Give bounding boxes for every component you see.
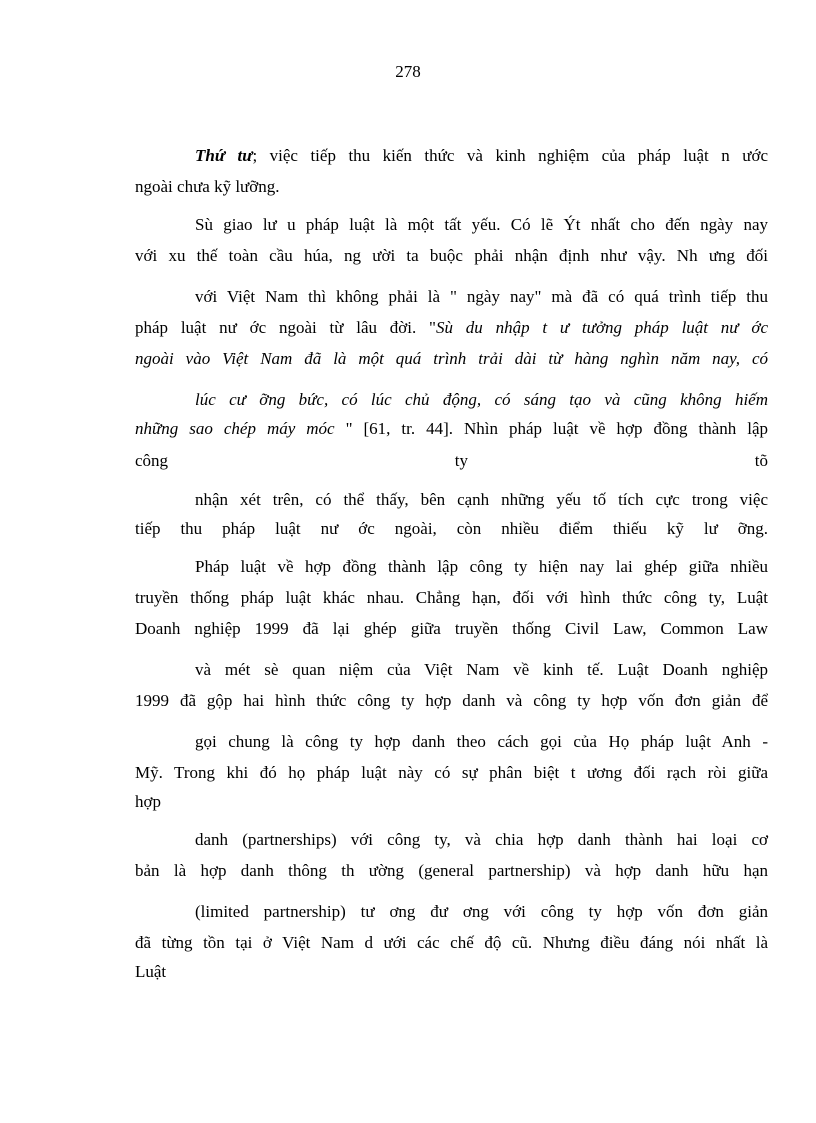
text-line-12: tiếp thu pháp luật nư ớc ngoài, còn nhiều điểm thiếu kỹ lư ỡng. <box>135 519 768 538</box>
text-line-17: 1999 đã gộp hai hình thức công ty hợp danh và công ty hợp vốn đơn giản để <box>135 691 768 710</box>
text-line-20: hợp <box>135 792 161 811</box>
text-line-19: Mỹ. Trong khi đó họ pháp luật này có sự phân biệt t ương đối rạch ròi giữa <box>135 763 768 782</box>
text-line-18: gọi chung là công ty hợp danh theo cách gọi của Họ pháp luật Anh - <box>195 732 768 751</box>
text-line-8: lúc cư ỡng bức, có lúc chủ động, có sáng tạo và cũng không hiếm <box>195 390 768 409</box>
citation: " [61, tr. 44]. Nhìn pháp luật về hợp đồng thành lập <box>334 419 768 438</box>
text-line-4: với xu thế toàn cầu húa, ng ười ta buộc phải nhận định như vậy. Nh ưng đối <box>135 246 768 265</box>
text-line-10: công ty tõ <box>135 451 768 470</box>
text-line-15: Doanh nghiệp 1999 đã lại ghép giữa truyền thống Civil Law, Common Law <box>135 619 768 638</box>
text-line-3: Sù giao lư u pháp luật là một tất yếu. Có lẽ Ýt nhất cho đến ngày nay <box>195 215 768 234</box>
text-line-21: danh (partnerships) với công ty, và chia hợp danh thành hai loại cơ <box>195 830 768 849</box>
text-line-7: ngoài vào Việt Nam đã là một quá trình trải dài từ hàng nghìn năm nay, có <box>135 349 768 368</box>
quote-text: Sù du nhập t ư tưởng pháp luật nư ớc <box>435 318 768 337</box>
text-line-2: ngoài chưa kỹ lưỡng. <box>135 177 280 196</box>
text-line-23: (limited partnership) tư ơng đư ơng với công ty hợp vốn đơn giản <box>195 902 768 921</box>
text-line-22: bản là hợp danh thông th ường (general partnership) và hợp danh hữu hạn <box>135 861 768 880</box>
page-number: 278 <box>395 62 421 81</box>
text-line-6: pháp luật nư ớc ngoài từ lâu đời. "Sù du nhập t ư tưởng pháp luật nư ớc <box>135 318 768 337</box>
text-line-24: đã từng tồn tại ở Việt Nam d ưới các chế độ cũ. Nhưng điều đáng nói nhất là <box>135 933 768 952</box>
text-line-11: nhận xét trên, có thể thấy, bên cạnh những yếu tố tích cực trong việc <box>195 490 768 509</box>
heading-fourth: Thứ tư <box>195 146 253 165</box>
text-line-1: Thứ tư; việc tiếp thu kiến thức và kinh nghiệm của pháp luật n ước <box>195 146 769 165</box>
text-line-14: truyền thống pháp luật khác nhau. Chẳng hạn, đối với hình thức công ty, Luật <box>135 588 768 607</box>
text-line-5: với Việt Nam thì không phải là " ngày nay" mà đã có quá trình tiếp thu <box>195 287 768 306</box>
text-line-16: và mét sè quan niệm của Việt Nam về kinh tế. Luật Doanh nghiệp <box>195 660 768 679</box>
text-line-13: Pháp luật về hợp đồng thành lập công ty hiện nay lai ghép giữa nhiều <box>195 557 768 576</box>
text-line-25: Luật <box>135 962 167 981</box>
text-line-9: những sao chép máy móc " [61, tr. 44]. Nhìn pháp luật về hợp đồng thành lập <box>135 419 768 438</box>
